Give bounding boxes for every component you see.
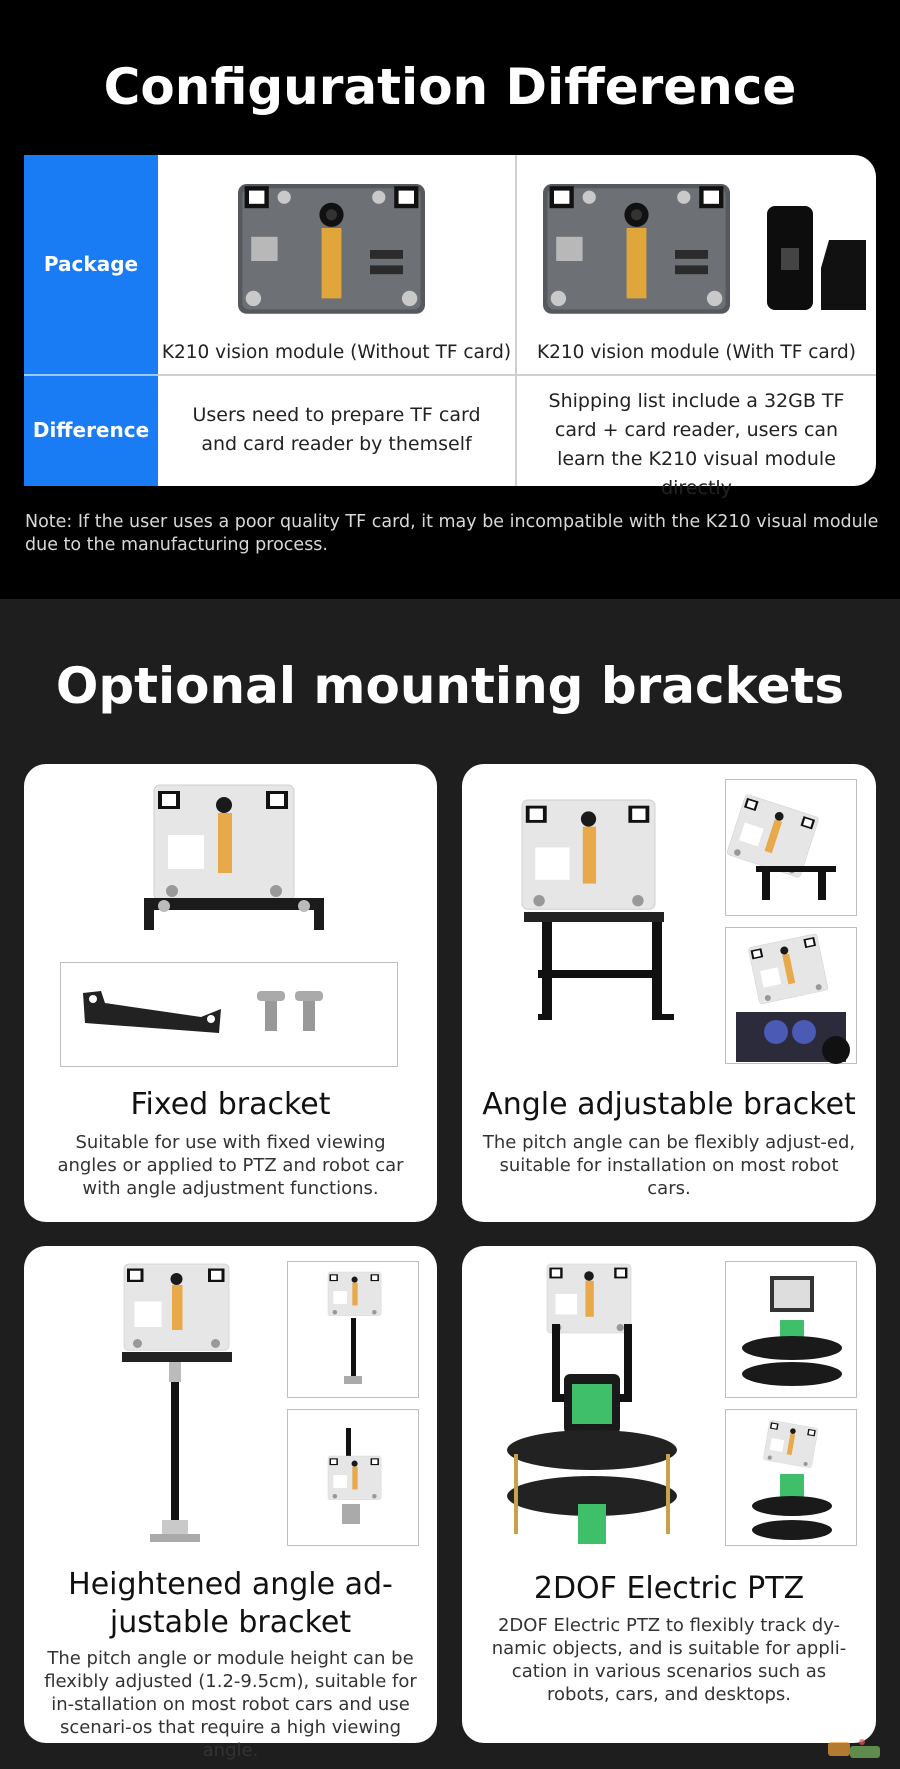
difference-with-tf: Shipping list include a 32GB TF card + card reader, users can learn the K210 visual module directly [548, 390, 845, 499]
caption-without-tf: K210 vision module (Without TF card) [161, 342, 512, 363]
angle-bracket-description: The pitch angle can be flexibly adjust-ed, suitable for installation on most robot cars. [482, 1132, 856, 1199]
ptz-description: 2DOF Electric PTZ to flexibly track dy-namic objects, and is suitable for appli-cation in various scenarios such as robots, cars, and desktops. [491, 1615, 847, 1705]
watermark-logo [826, 1738, 886, 1764]
angle-bracket-title: Angle adjustable bracket [482, 1087, 856, 1122]
ptz-image [502, 1264, 682, 1564]
compatibility-note: Note: If the user uses a poor quality TF card, it may be incompatible with the K210 visual module due to the manufacturing process. [25, 512, 879, 555]
heightened-bracket-description: The pitch angle or module height can be flexibly adjusted (1.2-9.5cm), suitable for in-stallation on most robot cars and use scenari-os that require a high viewing angle. [44, 1648, 417, 1761]
angle-bracket-module-image [502, 800, 682, 1050]
fixed-bracket-title: Fixed bracket [130, 1087, 331, 1122]
angle-bracket-thumb-2 [725, 927, 857, 1064]
heightened-bracket-title: Heightened angle ad-justable bracket [68, 1567, 393, 1640]
module-with-tf-image [541, 182, 871, 322]
column-divider [515, 155, 517, 486]
card-fixed-bracket [24, 764, 437, 1222]
section-title-brackets: Optional mounting brackets [55, 657, 845, 715]
ptz-thumb-2 [725, 1409, 857, 1546]
heightened-bracket-image [114, 1264, 254, 1554]
bracket-and-screws-image [61, 963, 397, 1066]
comparison-table [24, 155, 876, 499]
row-divider-blue [24, 374, 158, 376]
angle-bracket-tilted-image [726, 780, 856, 915]
ptz-tilted-image [726, 1410, 856, 1545]
card-2dof-ptz [462, 1246, 876, 1743]
row-label-difference: Difference [32, 418, 150, 442]
angle-bracket-thumb-1 [725, 779, 857, 916]
card-angle-adjustable-bracket [462, 764, 876, 1222]
angle-bracket-on-robot-image [726, 928, 856, 1063]
row-label-package: Package [43, 252, 139, 276]
fixed-bracket-parts-frame [60, 962, 398, 1067]
fixed-bracket-module-image [134, 780, 334, 940]
card-heightened-bracket [24, 1246, 437, 1761]
heightened-bracket-low-image [288, 1410, 418, 1545]
section-title-configuration: Configuration Difference [103, 58, 797, 116]
fixed-bracket-description: Suitable for use with fixed viewing angles or applied to PTZ and robot car with angle adjustment functions. [57, 1132, 404, 1199]
module-without-tf-image [236, 182, 430, 318]
heightened-bracket-thumb-1 [287, 1261, 419, 1398]
difference-without-tf: Users need to prepare TF card and card reader by themself [192, 404, 481, 455]
ptz-title: 2DOF Electric PTZ [533, 1571, 805, 1606]
heightened-bracket-short-image [288, 1262, 418, 1397]
configuration-section [0, 0, 900, 599]
ptz-thumb-1 [725, 1261, 857, 1398]
caption-with-tf: K210 vision module (With TF card) [537, 342, 856, 363]
heightened-bracket-thumb-2 [287, 1409, 419, 1546]
ptz-with-screen-image [726, 1262, 856, 1397]
